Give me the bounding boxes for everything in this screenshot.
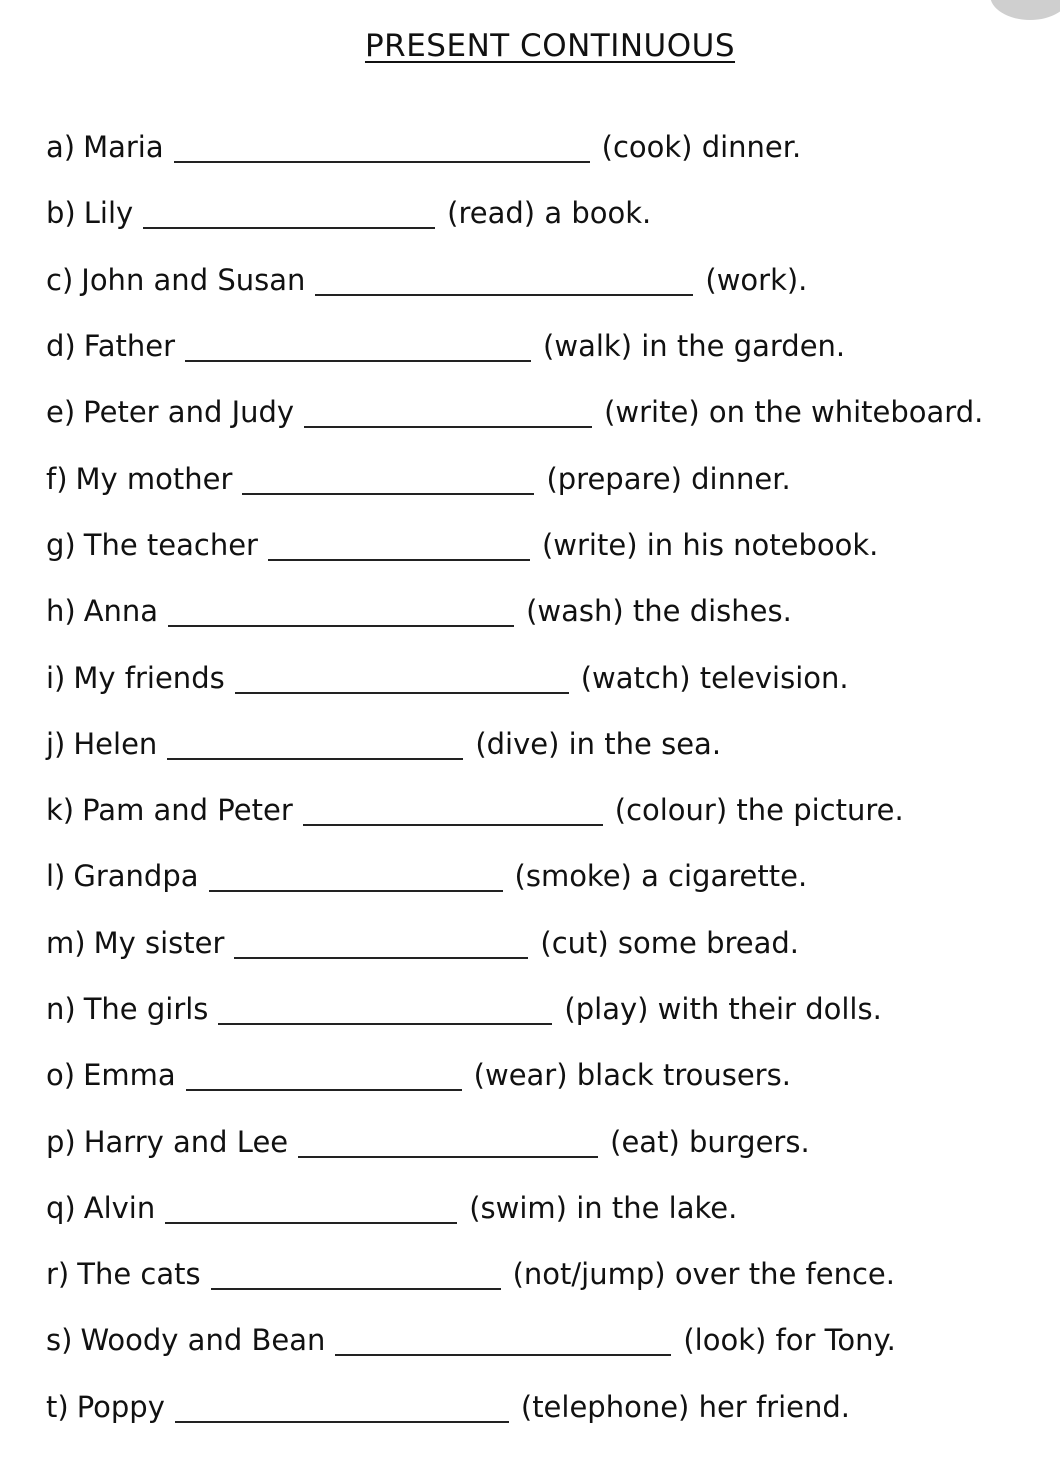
answer-blank[interactable]: [185, 330, 531, 362]
item-subject: Harry and Lee: [83, 1124, 289, 1159]
exercise-item: [46, 247, 1050, 313]
item-verb-hint: (telephone) her friend.: [520, 1389, 850, 1424]
item-letter: k): [46, 793, 75, 828]
item-letter: t): [46, 1389, 69, 1424]
item-verb-hint: (watch) television.: [580, 660, 849, 695]
exercise-item: [46, 180, 1050, 246]
item-letter: c): [46, 262, 74, 297]
exercise-item: [46, 843, 1050, 909]
item-letter: s): [46, 1323, 73, 1358]
item-verb-hint: (eat) burgers.: [610, 1124, 810, 1159]
item-verb-hint: (write) on the whiteboard.: [604, 395, 984, 430]
item-subject: Poppy: [76, 1389, 165, 1424]
item-letter: o): [46, 1058, 76, 1093]
item-subject: My mother: [75, 461, 233, 496]
item-letter: p): [46, 1124, 76, 1159]
item-verb-hint: (smoke) a cigarette.: [514, 859, 808, 894]
item-letter: q): [46, 1190, 76, 1225]
item-subject: The cats: [77, 1257, 201, 1292]
answer-blank[interactable]: [335, 1324, 671, 1356]
item-subject: Peter and Judy: [83, 395, 295, 430]
item-verb-hint: (swim) in the lake.: [469, 1190, 738, 1225]
answer-blank[interactable]: [315, 264, 693, 296]
answer-blank[interactable]: [143, 197, 435, 229]
item-letter: g): [46, 527, 76, 562]
exercise-item: [46, 313, 1050, 379]
exercise-item: [46, 114, 1050, 180]
exercise-item: [46, 711, 1050, 777]
item-verb-hint: (prepare) dinner.: [546, 461, 791, 496]
exercise-list: [46, 114, 1050, 1440]
exercise-item: [46, 379, 1050, 445]
item-verb-hint: (not/jump) over the fence.: [512, 1257, 895, 1292]
item-subject: Father: [83, 329, 176, 364]
exercise-item: [46, 1108, 1050, 1174]
exercise-item: [46, 976, 1050, 1042]
answer-blank[interactable]: [303, 794, 603, 826]
exercise-item: [46, 1374, 1050, 1440]
item-subject: Woody and Bean: [80, 1323, 326, 1358]
item-verb-hint: (write) in his notebook.: [541, 527, 879, 562]
exercise-item: [46, 910, 1050, 976]
exercise-item: [46, 1307, 1050, 1373]
corner-mark: [990, 0, 1060, 20]
exercise-item: [46, 1042, 1050, 1108]
item-subject: The teacher: [83, 527, 258, 562]
item-verb-hint: (dive) in the sea.: [475, 726, 722, 761]
item-subject: The girls: [83, 992, 209, 1026]
answer-blank[interactable]: [242, 463, 534, 495]
item-verb-hint: (cook) dinner.: [601, 130, 802, 165]
answer-blank[interactable]: [175, 1391, 509, 1423]
answer-blank[interactable]: [186, 1059, 462, 1091]
item-verb-hint: (play) with their dolls.: [564, 992, 882, 1026]
item-letter: m): [46, 925, 86, 960]
item-subject: Helen: [73, 726, 158, 761]
exercise-item: [46, 1241, 1050, 1307]
item-subject: John and Susan: [81, 262, 306, 297]
exercise-item: [46, 777, 1050, 843]
exercise-item: [46, 512, 1050, 578]
exercise-item: [46, 644, 1050, 710]
item-subject: Maria: [83, 130, 164, 165]
item-verb-hint: (wash) the dishes.: [526, 594, 792, 629]
item-letter: d): [46, 329, 76, 364]
item-letter: a): [46, 130, 76, 165]
item-subject: Emma: [83, 1058, 176, 1093]
item-letter: r): [46, 1257, 70, 1292]
answer-blank[interactable]: [298, 1126, 598, 1158]
item-verb-hint: (colour) the picture.: [614, 793, 904, 828]
exercise-item: [46, 578, 1050, 644]
answer-blank[interactable]: [211, 1258, 501, 1290]
answer-blank[interactable]: [209, 860, 503, 892]
answer-blank[interactable]: [167, 728, 463, 760]
item-verb-hint: (look) for Tony.: [683, 1323, 896, 1358]
answer-blank[interactable]: [218, 993, 552, 1025]
worksheet-title: PRESENT CONTINUOUS: [364, 28, 736, 64]
item-letter: b): [46, 196, 76, 231]
item-subject: Grandpa: [73, 859, 199, 894]
item-subject: Alvin: [83, 1190, 156, 1225]
item-letter: e): [46, 395, 76, 430]
item-verb-hint: (read) a book.: [447, 196, 652, 231]
item-letter: f): [46, 461, 68, 496]
item-letter: i): [46, 660, 66, 695]
item-subject: My sister: [93, 925, 225, 960]
item-letter: l): [46, 859, 66, 894]
item-letter: h): [46, 594, 76, 629]
exercise-item: [46, 1175, 1050, 1241]
item-letter: j): [46, 726, 66, 761]
item-letter: n): [46, 992, 76, 1026]
answer-blank[interactable]: [235, 662, 569, 694]
exercise-item: [46, 445, 1050, 511]
item-subject: My friends: [73, 660, 225, 695]
item-verb-hint: (wear) black trousers.: [473, 1058, 791, 1093]
item-subject: Lily: [83, 196, 134, 231]
answer-blank[interactable]: [234, 927, 528, 959]
item-subject: Pam and Peter: [82, 793, 293, 828]
answer-blank[interactable]: [165, 1192, 457, 1224]
item-subject: Anna: [83, 594, 159, 629]
answer-blank[interactable]: [168, 595, 514, 627]
item-verb-hint: (walk) in the garden.: [543, 329, 846, 364]
answer-blank[interactable]: [304, 396, 592, 428]
answer-blank[interactable]: [174, 131, 590, 163]
item-verb-hint: (cut) some bread.: [540, 925, 800, 960]
item-verb-hint: (work).: [705, 262, 808, 297]
answer-blank[interactable]: [268, 529, 530, 561]
